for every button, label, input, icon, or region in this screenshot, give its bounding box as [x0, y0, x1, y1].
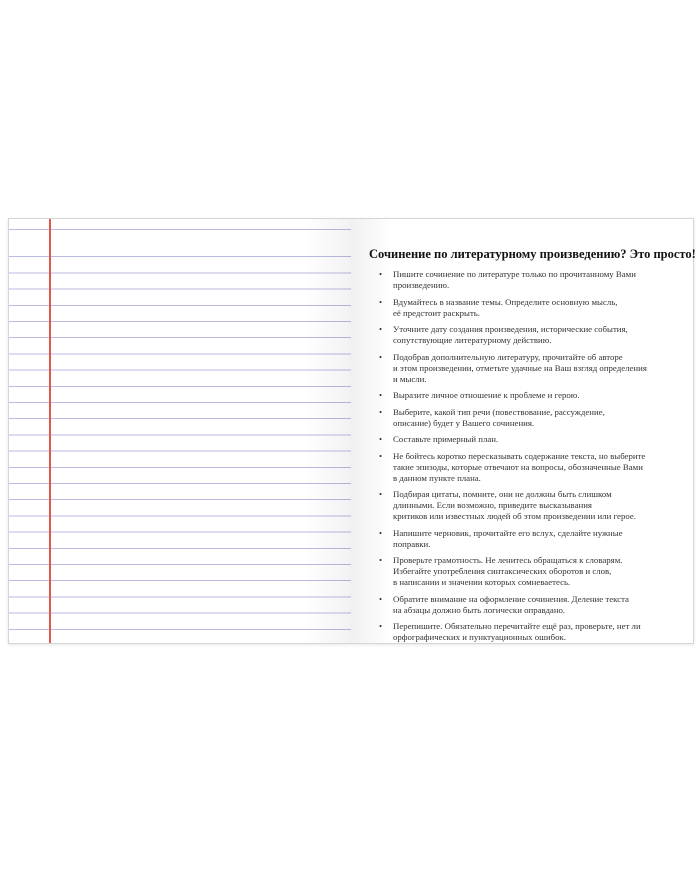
tip-text: Перепишите. Обязательно перечитайте ещё раз, проверьте, нет ли орфографических и пунктуационных ошибок.: [393, 621, 641, 642]
bullet-icon: •: [379, 390, 383, 400]
tip-text: Выразите личное отношение к проблеме и герою.: [393, 390, 580, 400]
tips-list: [379, 269, 685, 649]
tip-text: Пишите сочинение по литературе только по прочитанному Вами произведению.: [393, 269, 636, 290]
tips-page: [351, 219, 696, 643]
tip-item: [379, 555, 685, 588]
tip-text: Выберите, какой тип речи (повествование, рассуждение, описание) будет у Вашего сочинения.: [393, 406, 605, 428]
bullet-icon: •: [379, 434, 383, 444]
tip-item: [379, 621, 685, 643]
bullet-icon: •: [379, 593, 383, 604]
page-title: Сочинение по литературному произведению? Это просто!: [369, 247, 696, 261]
bullet-icon: •: [379, 489, 383, 499]
tip-text: Составьте примерный план.: [393, 434, 499, 444]
tip-item: [379, 390, 685, 401]
tip-item: [379, 269, 685, 291]
tip-text: Обратите внимание на оформление сочинения. Деление текста на абзацы должно быть логически оправдано.: [393, 593, 629, 615]
tip-item: [379, 352, 685, 385]
bullet-icon: •: [379, 296, 383, 307]
bullet-icon: •: [379, 450, 383, 461]
lined-page: [9, 219, 351, 643]
bullet-icon: •: [379, 621, 383, 631]
bullet-icon: •: [379, 527, 383, 538]
tip-item: [379, 324, 685, 346]
tip-item: [379, 451, 685, 484]
bullet-icon: •: [379, 324, 383, 334]
bullet-icon: •: [379, 406, 383, 417]
tip-text: Проверьте грамотность. Не ленитесь обращаться к словарям. Избегайте употребления синтаксических оборотов и слов, в написании и значении которых сомневаетесь.: [393, 555, 623, 587]
tip-text: Напишите черновик, прочитайте его вслух, сделайте нужные поправки.: [393, 527, 623, 549]
tip-item: [379, 297, 685, 319]
red-margin-line: [49, 219, 51, 643]
bullet-icon: •: [379, 555, 383, 565]
tip-item: [379, 528, 685, 550]
tip-text: Подобрав дополнительную литературу, прочитайте об авторе и этом произведении, отметьте удачные на Ваш взгляд определения и мысли.: [393, 351, 647, 384]
tip-item: [379, 594, 685, 616]
tip-text: Не бойтесь коротко пересказывать содержание текста, но выберите такие эпизоды, которые отвечают на вопросы, обозначенные Вами в данном пункте плана.: [393, 450, 646, 483]
tip-text: Вдумайтесь в название темы. Определите основную мысль, её предстоит раскрыть.: [393, 296, 618, 318]
tip-item: [379, 434, 685, 445]
tip-item: [379, 407, 685, 429]
tip-item: [379, 489, 685, 522]
tip-text: Уточните дату создания произведения, исторические события, сопутствующие литературному действию.: [393, 324, 628, 345]
bullet-icon: •: [379, 269, 383, 279]
notebook-spread: [8, 218, 694, 644]
tip-text: Подбирая цитаты, помните, они не должны быть слишком длинными. Если возможно, приведите высказывания критиков или известных людей об этом произведении или герое.: [393, 489, 636, 521]
bullet-icon: •: [379, 351, 383, 362]
